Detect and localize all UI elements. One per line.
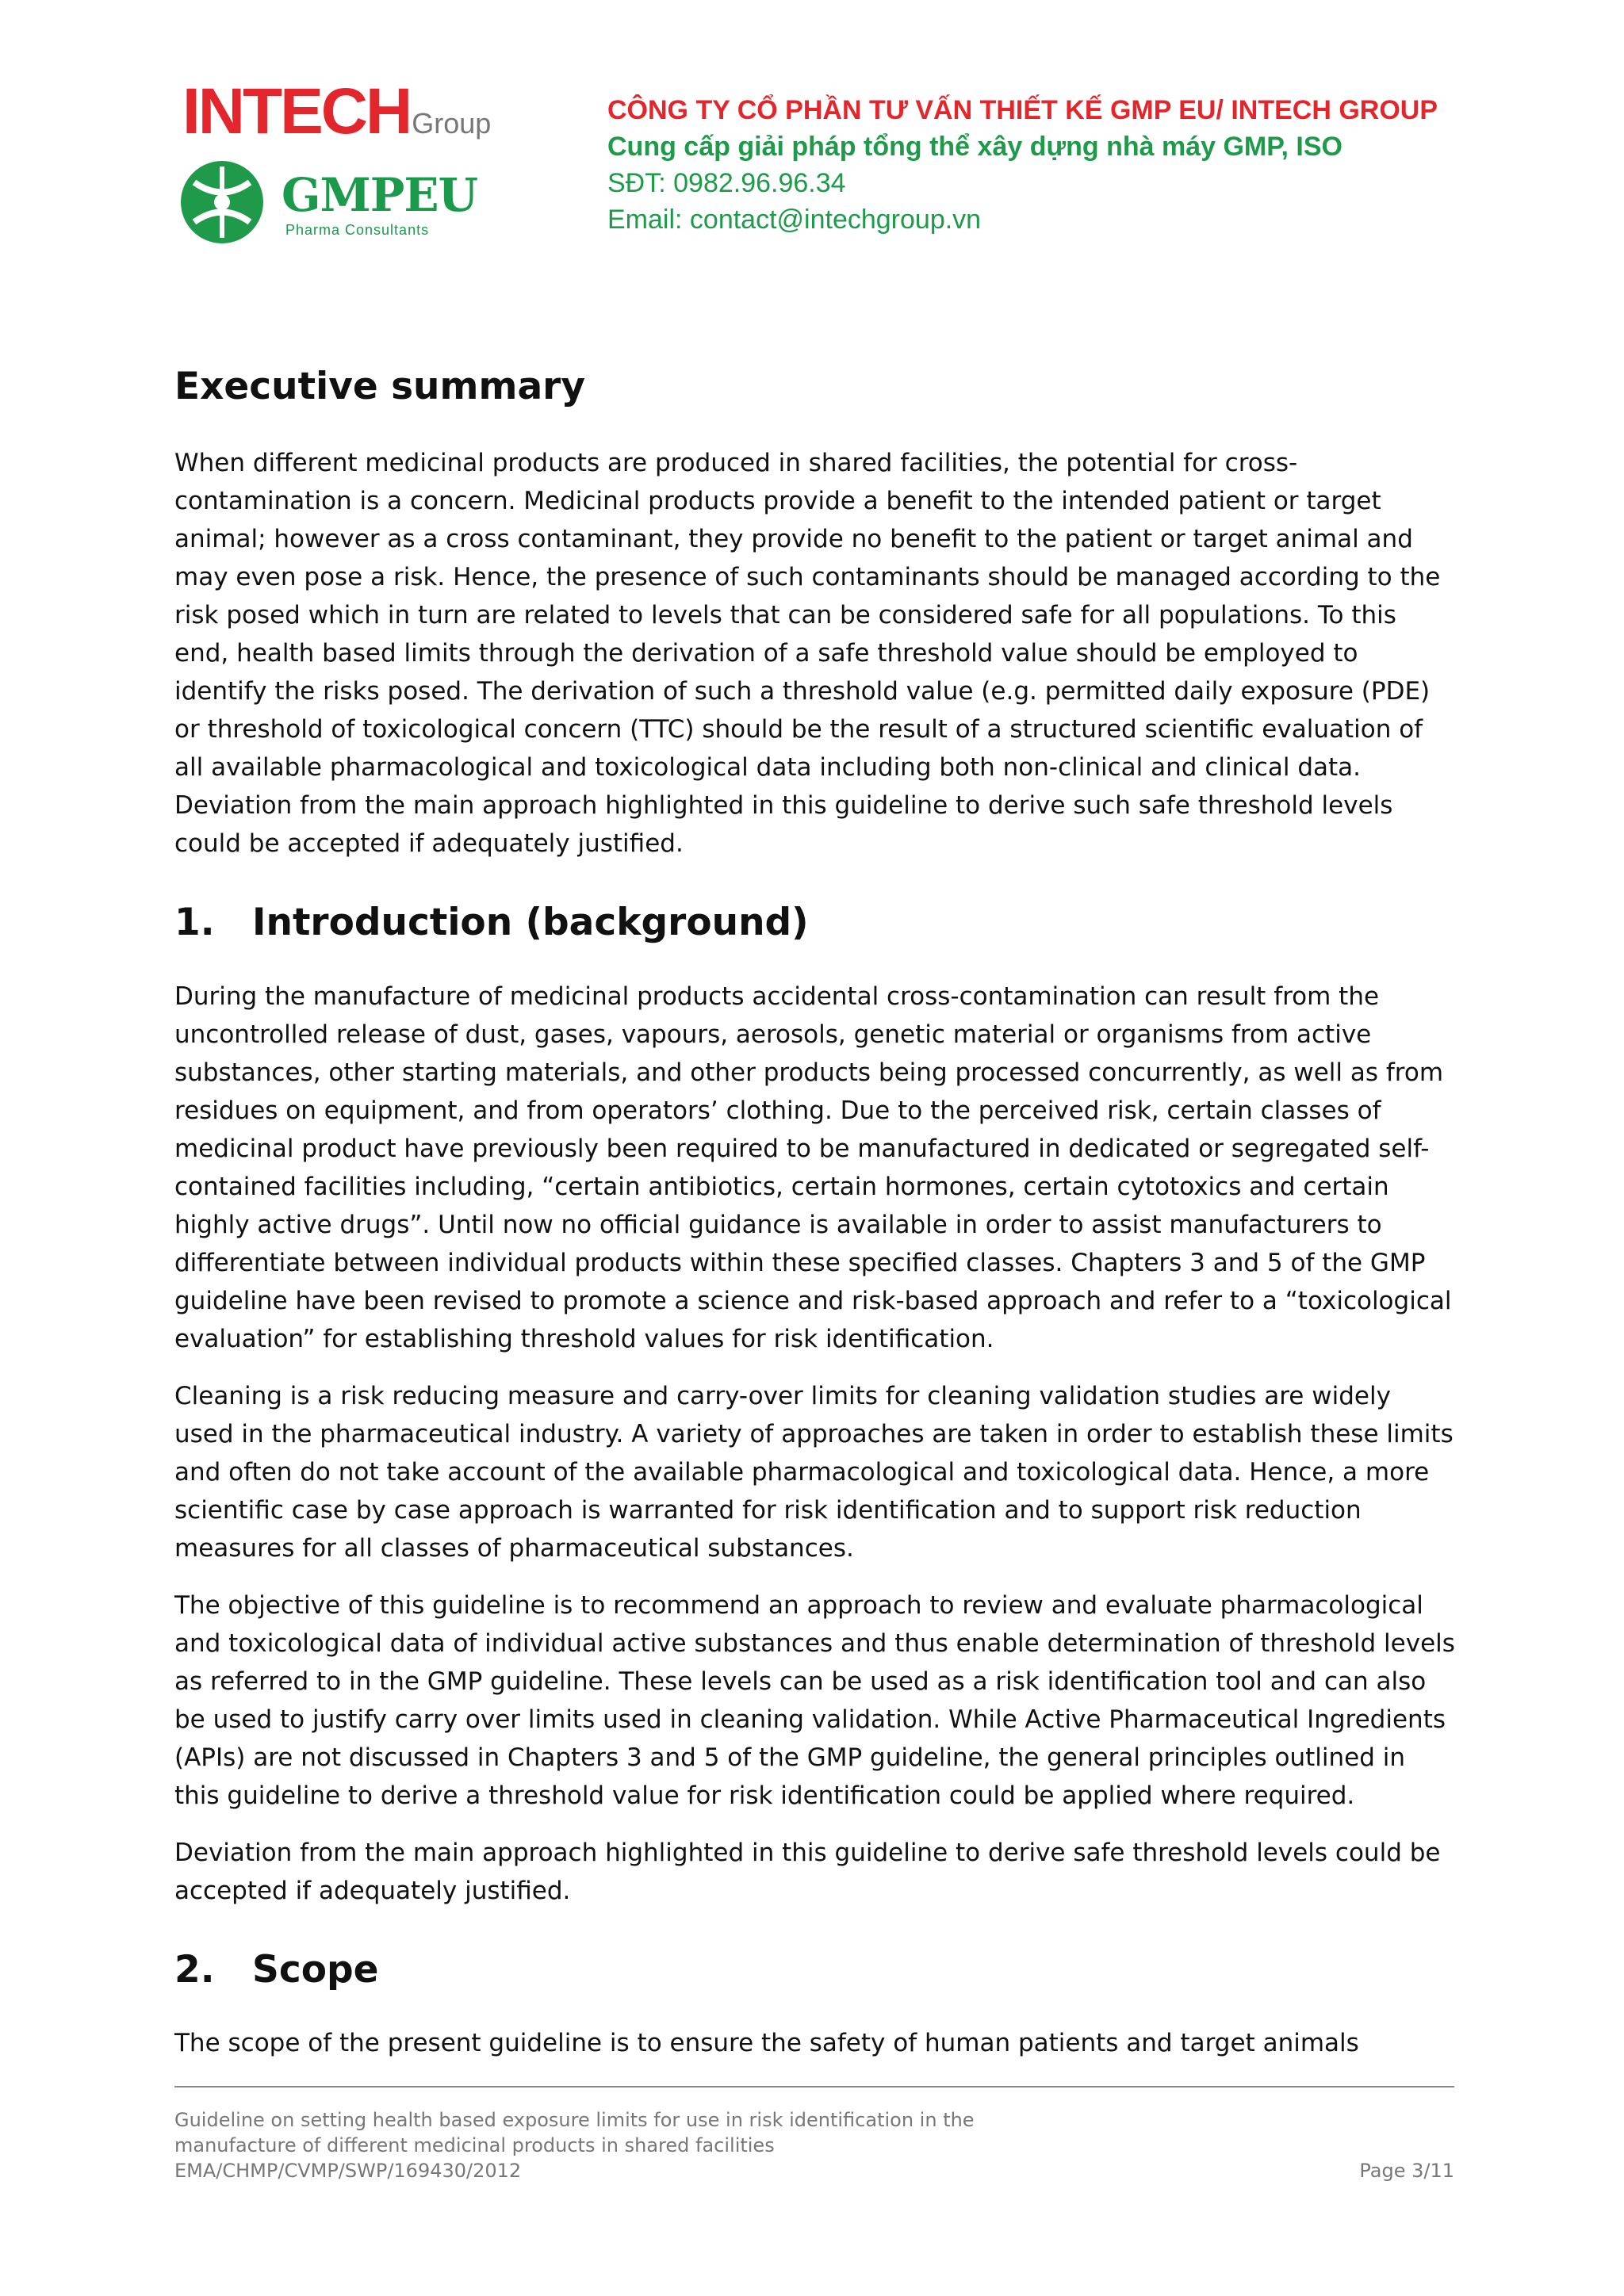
page-header bbox=[0, 0, 1624, 270]
intech-logo bbox=[182, 75, 492, 147]
section-1-paragraph: During the manufacture of medicinal products accidental cross-contamination can result from the uncontrolled release of dust, gases, vapours, aerosols, genetic material or organisms from active substances, other starting materials, and other products being processed concurrently, as well as from residues on equipment, and from operators’ clothing. Due to the perceived risk, certain classes of medicinal product have previously been required to be manufactured in dedicated or segregated self-contained facilities including, “certain antibiotics, certain hormones, certain cytotoxics and certain highly active drugs”. Until now no official guidance is available in order to assist manufacturers to differentiate between individual products within these specified classes. Chapters 3 and 5 of the GMP guideline have been revised to promote a science and risk-based approach and refer to a “toxicological evaluation” for establishing threshold values for risk identification. bbox=[174, 982, 1452, 1353]
section-1-title: Introduction (background) bbox=[252, 901, 809, 945]
intech-logo-group: Group bbox=[412, 107, 492, 140]
page-footer bbox=[174, 2107, 1454, 2183]
gmpeu-logo-subtitle: Pharma Consultants bbox=[285, 222, 430, 238]
section-1-heading bbox=[174, 901, 1455, 945]
page-number: Page 3/11 bbox=[1359, 2160, 1454, 2182]
executive-summary-text: When different medicinal products are produced in shared facilities, the potential for cross-contamination is a concern. Medicinal products provide a benefit to the intended patient or target animal; however as a cross contaminant, they provide no benefit to the patient or target animal and may even pose a risk. Hence, the presence of such contaminants should be managed according to the risk posed which in turn are related to levels that can be considered safe for all populations. To this end, health based limits through the derivation of a safe threshold value should be employed to identify the risks posed. The derivation of such a threshold value (e.g. permitted daily exposure (PDE) or threshold of toxicological concern (TTC) should be the result of a structured scientific evaluation of all available pharmacological and toxicological data including both non-clinical and clinical data. Deviation from the main approach highlighted in this guideline to derive such safe threshold levels could be accepted if adequately justified. bbox=[174, 449, 1441, 859]
executive-summary-heading: Executive summary bbox=[174, 365, 585, 408]
company-phone: SĐT: 0982.96.96.34 bbox=[607, 168, 846, 198]
footer-title-line-2: manufacture of different medicinal products in shared facilities bbox=[174, 2134, 775, 2156]
company-info bbox=[607, 92, 1438, 238]
company-name: CÔNG TY CỔ PHẦN TƯ VẤN THIẾT KẾ GMP EU/ INTECH GROUP bbox=[607, 95, 1438, 125]
section-2-number: 2. bbox=[174, 1947, 215, 1992]
footer-divider bbox=[174, 2086, 1454, 2087]
section-2-title: Scope bbox=[252, 1947, 379, 1992]
section-1-paragraph: The objective of this guideline is to recommend an approach to review and evaluate pharmacological and toxicological data of individual active substances and thus enable determination of threshold levels as referred to in the GMP guideline. These levels can be used as a risk identification tool and can also be used to justify carry over limits used in cleaning validation. While Active Pharmaceutical Ingredients (APIs) are not discussed in Chapters 3 and 5 of the GMP guideline, the general principles outlined in this guideline to derive a threshold value for risk identification could be applied where required. bbox=[174, 1590, 1455, 1810]
intech-logo-text: INTECH bbox=[182, 75, 411, 147]
footer-title-line-1: Guideline on setting health based exposure limits for use in risk identification in the bbox=[174, 2109, 975, 2131]
company-email: Email: contact@intechgroup.vn bbox=[607, 205, 982, 235]
section-2-paragraph: The scope of the present guideline is to ensure the safety of human patients and target animals bbox=[174, 2029, 1359, 2058]
section-2-heading bbox=[174, 1948, 1455, 1992]
section-1-paragraph: Deviation from the main approach highlighted in this guideline to derive safe threshold levels could be accepted if adequately justified. bbox=[174, 1838, 1441, 1905]
document-body bbox=[174, 365, 1455, 2081]
section-1-number: 1. bbox=[174, 901, 215, 945]
gmpeu-emblem-icon bbox=[178, 159, 266, 246]
footer-reference: EMA/CHMP/CVMP/SWP/169430/2012 bbox=[174, 2160, 522, 2182]
gmpeu-logo bbox=[178, 159, 480, 246]
section-1-paragraph: Cleaning is a risk reducing measure and carry-over limits for cleaning validation studies are widely used in the pharmaceutical industry. A variety of approaches are taken in order to establish these limits and often do not take account of the available pharmacological and toxicological data. Hence, a more scientific case by case approach is warranted for risk identification and to support risk reduction measures for all classes of pharmaceutical substances. bbox=[174, 1381, 1454, 1563]
company-tagline: Cung cấp giải pháp tổng thể xây dựng nhà máy GMP, ISO bbox=[607, 132, 1342, 162]
gmpeu-logo-text: GMPEU bbox=[282, 168, 478, 222]
